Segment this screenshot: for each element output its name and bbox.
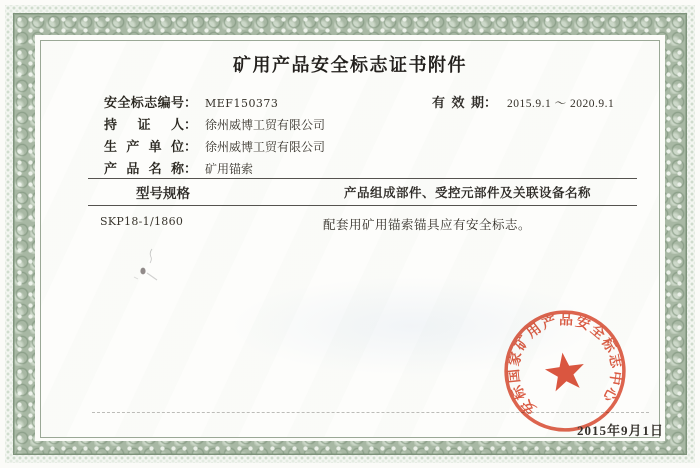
field-product [104, 158, 325, 180]
certificate-fields [104, 92, 325, 180]
field-label: 安全标志编号 [104, 95, 184, 110]
validity-colon: ： [484, 95, 498, 110]
field-manufacturer [104, 136, 325, 158]
field-value: 徐州威博工贸有限公司 [205, 140, 326, 154]
field-colon: ： [184, 161, 198, 176]
field-cert-no [104, 92, 325, 114]
ink-smudge-mark [126, 246, 168, 294]
spec-table-header [88, 179, 637, 206]
spec-table [88, 178, 637, 233]
cell-model: SKP18-1/1860 [100, 215, 184, 228]
cell-description: 配套用矿用锚索锚具应有安全标志。 [323, 218, 532, 232]
table-row [88, 206, 637, 233]
seal-ring-text: 安标国家矿用产品安全标志中心 [507, 313, 623, 417]
field-label: 持证人 [104, 117, 184, 132]
field-label: 产品名称 [104, 161, 184, 176]
column-header-model: 型号规格 [136, 186, 190, 201]
field-colon: ： [184, 117, 198, 132]
issue-date: 2015年9月1日 [577, 423, 665, 438]
field-validity [432, 92, 614, 114]
validity-label: 有效期 [432, 95, 484, 110]
field-label: 生产单位 [104, 139, 184, 154]
red-star-icon [543, 350, 587, 393]
field-value: MEF150373 [205, 97, 279, 110]
field-value: 徐州威博工贸有限公司 [205, 118, 326, 132]
field-holder [104, 114, 325, 136]
field-colon: ： [184, 95, 198, 110]
field-colon: ： [184, 139, 198, 154]
validity-value: 2015.9.1 ～ 2020.9.1 [507, 98, 615, 110]
column-header-components: 产品组成部件、受控元部件及关联设备名称 [343, 186, 591, 200]
field-value: 矿用锚索 [205, 162, 254, 176]
certificate-title: 矿用产品安全标志证书附件 [233, 55, 467, 75]
certificate-body [40, 40, 665, 438]
